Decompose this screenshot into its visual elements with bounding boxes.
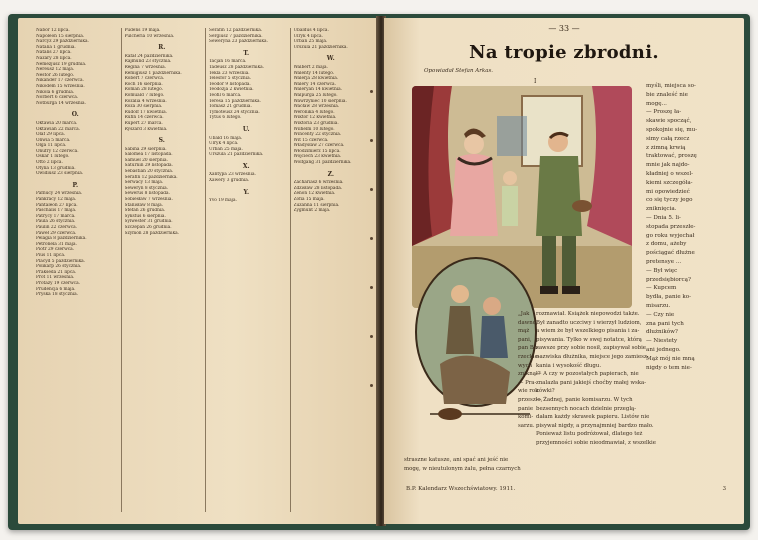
index-entry: Oktawian 22 marca. [36,126,81,132]
index-column [121,28,200,512]
index-entry: Prakseda 21 lipca. [36,269,77,275]
text-line: myśli, miejsca so- [646,83,696,89]
chapter-marker: I [534,78,537,85]
index-entry: Nemezjusz 19 grudnia. [36,61,87,67]
text-line: nazwiska dłużnika, miejsce jego zamiesz- [536,353,649,360]
text-line: przyjemności sobie nieodmawiał, z wszelkie [536,439,656,446]
index-entry: Telesfor 5 stycznia. [209,76,251,82]
text-line: — Czy nie [646,311,675,318]
text-line: sarzu. [518,422,535,429]
index-entry: Samuel 20 sierpnia. [124,157,168,163]
index-entry: Paula 26 stycznia. [36,219,76,225]
index-entry: Ryszard 3 kwietnia. [124,126,168,132]
index-entry: Sabina 29 sierpnia. [124,146,167,152]
index-entry: Stefan 26 grudnia. [124,208,166,214]
index-entry: Zdzisław 28 listopada. [293,185,343,191]
index-entry: Nabor 12 lipca. [36,28,70,33]
text-line: straszne katusze, ani spać ani jeść nie [404,457,509,463]
text-line: zówki? [536,388,555,395]
index-entry: Zuzanna 11 sierpnia. [293,202,340,208]
text-line: rzeckie- [518,353,540,360]
index-entry: Zachariasz 6 września. [293,180,344,186]
index-letter-heading: T. [243,49,250,57]
index-entry: Natalia 1 grudnia. [36,44,76,50]
index-entry: Serafin 12 października. [209,28,263,33]
index-entry: Ulryk 4 lipca. [293,33,323,39]
index-entry: Piotr 29 czerwca. [36,247,75,253]
index-entry: Waleryan 14 kwietnia. [293,87,343,93]
index-letter-heading: Z. [327,170,334,178]
index-entry: Teresa 15 października. [209,98,261,104]
text-line: nigdy o tem nie- [646,364,692,371]
text-line: bydła, panie ko- [646,294,692,301]
index-entry: Rozalia 4 września. [124,98,167,104]
text-line: mogę, w nieutulonym żalu, pełna czarnych [404,466,521,472]
story-text-block [536,310,736,448]
index-column [36,28,115,512]
index-entry: Urszula 21 października. [293,44,348,50]
index-entry: Ubald 16 maja. [209,135,243,141]
index-entry: Yvo 19 maja. [209,198,237,204]
text-line: skawie spocząć, [646,118,692,125]
index-entry: Nikander 17 czerwca. [36,78,84,84]
text-line: simy całą rzecz [646,135,690,142]
index-column [290,28,369,512]
text-line: — Żadnej, panie komisarzu. W tych [536,396,633,403]
story-narrow-column [518,310,543,430]
footer-folio: 3 [722,486,726,492]
index-entry: Sewerus 8 listopada. [124,191,170,197]
index-entry: Olaf 29 lipca. [36,132,66,138]
text-line: panie [518,405,534,412]
index-entry: Romuald 7 lutego. [124,92,165,98]
index-entry: Owidiusz 23 sierpnia. [36,171,84,177]
text-line: „Jak [518,311,530,317]
text-line: — Pra- [518,379,537,386]
index-entry: Nikodem 15 września. [36,83,85,89]
text-line: Ponieważ listu podróżował, dlatego też [536,431,643,438]
text-line: zniknął? [518,371,541,378]
text-line: wych [518,362,533,369]
index-entry: Wilhelm 10 lutego. [293,126,335,132]
index-entry: Seweryn 8 stycznia. [124,185,169,191]
index-entry: Nestor 26 lutego. [36,72,75,78]
index-entry: Otto 2 lipca. [36,160,63,166]
index-entry: Wincenty 22 stycznia. [293,132,342,138]
page-footer [406,486,726,492]
index-entry: Wit 15 czerwca. [293,137,329,143]
text-line: — A czy w pozostałych papierach, nie [536,371,639,378]
index-entry: Norbert 6 czerwca. [36,95,79,101]
index-entry: Pankracy 12 maja. [36,197,77,203]
index-entry: Teofil 6 marca. [209,92,242,98]
text-line: dałam każdy skrawek papieru. Listów nie [536,414,650,421]
index-entry: Patrycy 17 marca. [36,213,76,219]
index-entry: Sebastian 20 stycznia. [124,169,174,175]
index-letter-heading: Y. [243,188,250,196]
name-day-index [36,28,368,512]
index-entry: Pelagia 8 października. [36,236,87,242]
text-line: Mąż mój nie mną [646,355,695,362]
text-line: kładniej o wszel- [646,170,694,177]
index-entry: Pryska 18 stycznia. [36,292,79,298]
index-entry: Placyd 5 października. [36,258,86,264]
index-entry: Xantypa 23 września. [209,172,256,178]
index-entry: Tadeusz 28 października. [209,64,265,70]
text-line: mąż [518,328,530,335]
text-line: spokojnie się, mu- [646,126,698,133]
text-line: pisywania. Tylko w swej notatce, którą [536,336,642,343]
text-line: co się tyczy jego [646,197,693,204]
index-letter-heading: W. [326,55,335,63]
index-letter-heading: S. [158,137,165,145]
index-entry: Nereusz 12 maja. [36,67,75,73]
index-letter-heading: R. [158,44,166,52]
index-entry: Onufry 12 czerwca. [36,148,79,154]
index-column [205,28,284,512]
index-entry: Teodor 9 listopada. [209,81,251,87]
text-line: traktować, proszę [646,153,697,160]
index-entry: Regina 7 września. [124,64,167,70]
text-line: bie znaleść nie [646,91,688,98]
index-entry: Nazary 28 lipca. [36,55,72,61]
index-entry: Roman 28 lutego. [124,87,163,93]
text-line: dłużników? [646,329,678,336]
index-entry: Tekla 23 września. [209,70,250,76]
index-entry: Prot 11 września. [36,275,75,281]
page-number: — 33 — [548,24,580,33]
index-entry: Wiktor 12 kwietnia. [293,115,337,121]
index-entry: Władysław 27 czerwca. [293,143,345,149]
index-entry: Wacław 28 września. [293,104,340,110]
index-entry: Narcyz 29 października. [36,39,89,45]
byline: Opowiadał Stefan Arkas. [424,68,494,74]
index-entry: Walerja 28 kwietnia. [293,76,339,82]
index-entry: Nikola 6 grudnia. [36,89,75,95]
index-entry: Pudens 19 maja. [124,28,161,33]
text-line: pani, [518,336,532,343]
index-entry: Walpurga 25 lutego. [293,92,338,98]
index-entry: Sykstus 6 sierpnia. [124,213,166,219]
index-entry: Zofia 15 maja. [293,197,325,203]
index-entry: Ulryk 4 lipca. [209,141,239,147]
footer-publication: B.P. Kalendarz Wszechświatowy. 1911. [406,486,516,492]
text-line: — Proszę ła- [646,109,682,116]
index-entry: Roch 16 sierpnia. [124,81,163,87]
text-line: mi opowiedzieć [646,188,690,195]
index-entry: Wolfgang 31 października. [293,160,352,166]
binding-holes [370,90,374,433]
text-line: pretensye ... [646,258,682,265]
text-line: dawno, [518,319,538,326]
index-letter-heading: P. [72,181,79,189]
text-line: stopada przeszłe- [646,223,696,230]
text-line: pan Bo- [518,345,539,352]
text-line: mnie jak najdo- [646,162,690,169]
index-entry: Walenty 14 lutego. [293,70,335,76]
index-entry: Pius 11 lipca. [36,252,66,258]
index-entry: Urban 25 maja. [293,39,328,45]
index-entry: Tytus 6 lutego. [209,115,242,121]
index-entry: Paulin 22 czerwca. [36,225,78,230]
text-line: ani jednego. [646,346,681,353]
index-entry: Oskar 1 lutego. [36,154,70,160]
index-entry: Paschalis 17 maja. [36,208,77,214]
index-entry: Saturnin 29 listopada. [124,163,173,169]
index-entry: Oliwia 5 marca. [36,137,71,143]
index-letter-heading: U. [242,125,250,133]
index-entry: Notburga 14 września. [36,100,86,106]
text-line: komi- [518,414,534,421]
index-entry: Polikarp 26 stycznia. [36,264,82,270]
text-line: wie rok [518,388,539,395]
text-line: kiemi szczegóła- [646,179,693,186]
index-letter-heading: X. [242,162,250,170]
text-line: pościągać dłużne [646,250,695,257]
index-entry: Rudolf 17 kwietnia. [124,109,167,115]
text-line: — Kupcem [646,285,677,292]
index-entry: Prudencja 6 maja. [36,286,76,292]
text-line: go roku wyjechał [646,232,695,239]
index-entry: Pafnucy 24 września. [36,191,83,197]
story-bottom-text [404,456,734,474]
index-entry: Włodzimierz 15 lipca. [293,148,341,154]
text-line: pisywał nigdy, a przynajmniej bardzo mało. [536,422,654,429]
index-entry: Walery 14 czerwca. [293,81,336,87]
index-entry: Seweryna 23 października. [209,39,268,45]
index-entry: Xawery 3 grudnia. [209,178,250,184]
text-line: zawsze przy sobie nosił, zapisywał sobie [536,345,646,352]
index-entry: Tacjan 16 marca. [209,59,247,65]
text-line: a wiem że był wszelkiego pisania i za- [536,328,640,335]
index-entry: Pulcheria 10 września. [124,33,175,39]
index-entry: Rafał 24 października. [124,53,174,59]
index-entry: Olga 11 lipca. [36,143,67,149]
text-line: — Był więc [646,267,678,274]
index-entry: Zenon 12 kwietnia. [293,191,336,197]
index-entry: Remigiusz 1 października. [124,70,182,76]
left-page [18,18,378,524]
index-entry: Wojciech 23 kwietnia. [293,154,342,160]
index-entry: Walbert 2 maja. [293,64,328,70]
index-entry: Róża 30 sierpnia. [124,104,163,110]
index-entry: Wawrzyniec 10 sierpnia. [293,98,347,104]
index-entry: Rajmund 23 stycznia. [124,59,172,65]
text-line: znalazła pani jakiejś choćby małej wska- [536,379,647,386]
text-line: przedsiębiorcą? [646,276,691,283]
text-line: — Dnia 5. li- [646,214,681,221]
index-entry: Petronela 31 maja. [36,241,77,247]
index-entry: Ubaldus 4 lipca. [293,28,329,33]
text-line: mogę... [646,100,667,107]
index-entry: Tymoteusz 24 stycznia. [209,109,260,115]
index-entry: Stanisław 8 maja. [124,202,164,208]
index-entry: Sobiesław 7 września. [124,197,173,203]
index-entry: Sergiusz 7 października. [209,33,263,39]
index-entry: Weronika 4 lutego. [293,109,335,115]
text-line: przeszło, [518,396,543,403]
index-entry: Robert 7 czerwca. [124,76,165,82]
index-entry: Sylwester 31 grudnia. [124,219,173,225]
index-entry: Pantaleon 27 lipca. [36,202,78,208]
index-entry: Zygmunt 2 maja. [293,208,331,214]
text-line: kania i wysokość długu. [536,362,602,369]
text-line: rozmawiał. Książek niepowodzi także. [536,311,640,317]
text-line: bezsennych nocach dzielnie przeglą- [536,405,637,412]
index-entry: Paweł 29 czerwca. [36,230,77,236]
index-entry: Urszula 21 października. [209,152,264,158]
text-line: misarzu. [646,302,671,309]
index-entry: Otylia 13 grudnia. [36,165,76,171]
index-entry: Szymon 28 października. [124,230,179,236]
right-page [384,18,744,524]
story-title: Na tropie zbrodni. [469,42,659,63]
index-entry: Protazy 19 czerwca. [36,280,80,286]
index-entry: Rufin 14 czerwca. [124,115,164,121]
index-entry: Serafin 12 października. [124,174,178,180]
index-entry: Wiktoria 23 grudnia. [293,120,339,126]
text-line: zniknięcia. [646,206,677,213]
index-entry: Natalis 27 lipca. [36,50,72,56]
text-line: zna pani tych [646,320,684,327]
index-entry: Urban 25 maja. [209,146,243,152]
text-line: Był zanadto uczciwy i wierzył ludziom, [536,319,642,326]
index-entry: Szczepan 26 grudnia. [124,225,172,230]
index-entry: Napoleon 15 sierpnia. [36,33,85,39]
index-entry: Teodozja 2 kwietnia. [209,87,254,93]
index-entry: Rupert 27 marca. [124,120,163,126]
index-entry: Oktawia 20 marca. [36,120,78,126]
text-line: z zimną krwią [646,144,686,151]
text-line: — Niestety [646,338,678,345]
index-letter-heading: O. [71,111,79,119]
index-entry: Salomea 17 listopada. [124,152,173,158]
index-entry: Tomasz 21 grudnia. [209,104,252,110]
text-line: z domu, ażeby [646,241,687,248]
index-entry: Serwacy 13 maja. [124,180,164,186]
